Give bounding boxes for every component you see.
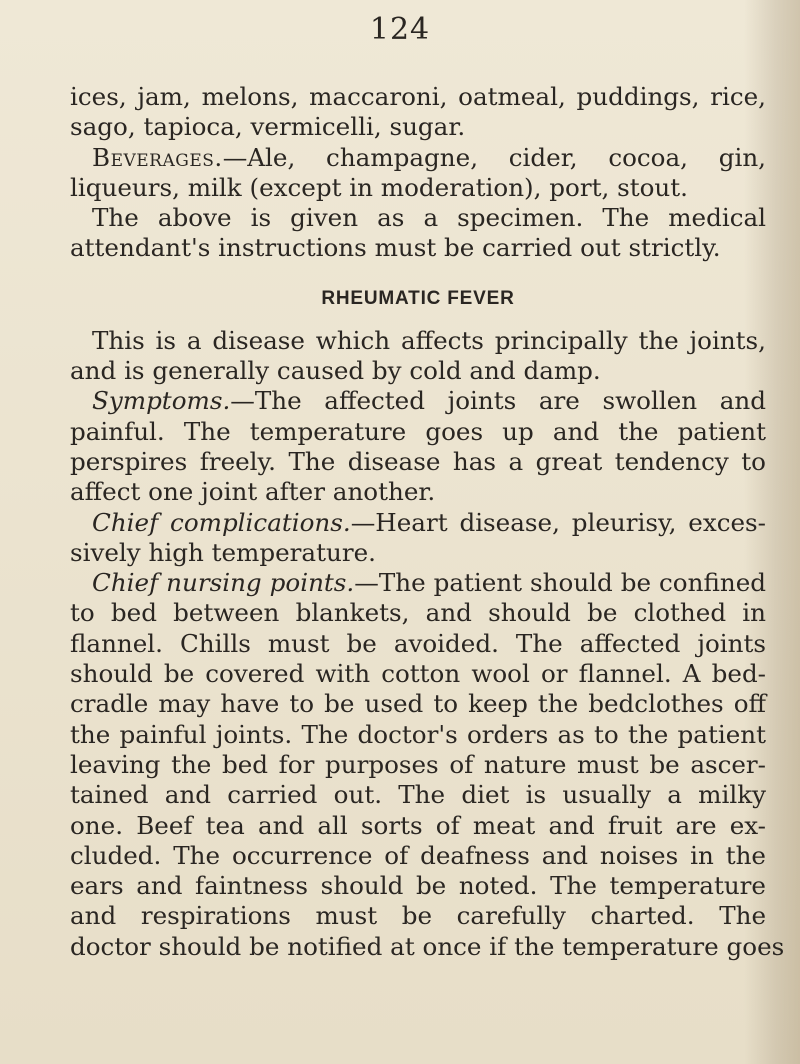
text-line: tained and carried out. The diet is usually a milky [70,780,766,810]
text-line: The above is given as a specimen. The medical [92,203,766,233]
text-line: leaving the bed for purposes of nature must be ascer- [70,749,766,779]
text-line: doctor should be notified at once if the temperature goes [70,931,785,961]
beverages-paragraph [70,143,766,173]
text-line: perspires freely. The disease has a great tendency to [70,446,766,476]
text-line: the painful joints. The doctor's orders as to the patient [70,719,766,749]
symptoms-label: Symptoms. [92,386,231,416]
text-line: —Ale, champagne, cider, cocoa, gin, [222,142,766,172]
text-line: ears and faintness should be noted. The temperature [70,871,766,901]
text-line: cluded. The occurrence of deafness and noises in the [70,840,766,870]
page-number: 124 [369,12,431,47]
text-line: to bed between blankets, and should be clothed in [70,598,766,628]
section-heading: RHEUMATIC FEVER [321,287,515,309]
text-line: painful. The temperature goes up and the patient [70,416,766,446]
complications-label: Chief complications. [92,507,351,537]
text-line: flannel. Chills must be avoided. The affected joints [70,628,766,658]
nursing-paragraph [70,568,766,598]
text-line: attendant's instructions must be carried out strictly. [70,233,721,263]
complications-paragraph [70,508,766,538]
text-line: This is a disease which affects principally the joints, [92,325,766,355]
body-text [70,82,785,962]
text-line: liqueurs, milk (except in moderation), port, stout. [70,172,688,202]
text-line: and respirations must be carefully charted. The [70,901,766,931]
beverages-label: Beverages. [92,142,223,172]
text-line: sively high temperature. [70,537,376,567]
text-line: —The patient should be confined [354,568,766,598]
text-line: cradle may have to be used to keep the bedclothes off [70,689,766,719]
text-line: —Heart disease, pleurisy, exces- [350,507,766,537]
text-line: should be covered with cotton wool or flannel. A bed- [70,659,766,689]
text-line: —The affected joints are swollen and [230,386,766,416]
text-line: sago, tapioca, vermicelli, sugar. [70,112,466,142]
nursing-label: Chief nursing points. [92,568,355,598]
text-line: one. Beef tea and all sorts of meat and fruit are ex- [70,810,766,840]
text-line: ices, jam, melons, maccaroni, oatmeal, puddings, rice, [70,82,766,111]
text-line: and is generally caused by cold and damp. [70,356,601,386]
symptoms-paragraph [70,386,766,416]
text-line: affect one joint after another. [70,477,436,507]
